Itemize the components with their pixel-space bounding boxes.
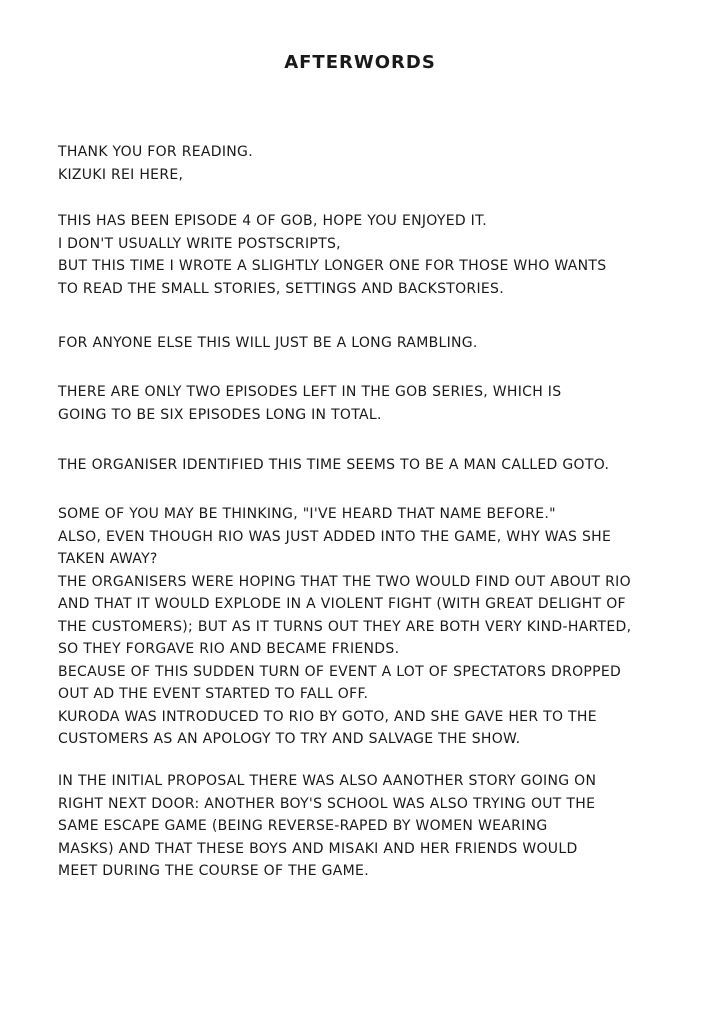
text-line: SO THEY FORGAVE RIO AND BECAME FRIENDS. <box>58 641 400 657</box>
text-line: CUSTOMERS AS AN APOLOGY TO TRY AND SALVAGE THE SHOW. <box>58 731 521 747</box>
paragraph-organiser <box>58 454 698 477</box>
text-line: THE ORGANISERS WERE HOPING THAT THE TWO WOULD FIND OUT ABOUT RIO <box>58 573 631 590</box>
paragraph-episode <box>58 210 698 300</box>
text-line: THANK YOU FOR READING. <box>58 144 253 160</box>
text-line: KURODA WAS INTRODUCED TO RIO BY GOTO, AND SHE GAVE HER TO THE <box>58 708 597 725</box>
text-line: BECAUSE OF THIS SUDDEN TURN OF EVENT A LOT OF SPECTATORS DROPPED <box>58 663 622 680</box>
paragraph-story <box>58 503 698 751</box>
text-line: THE CUSTOMERS); BUT AS IT TURNS OUT THEY ARE BOTH VERY KIND-HARTED, <box>58 618 632 635</box>
text-line: MEET DURING THE COURSE OF THE GAME. <box>58 863 369 879</box>
text-line: GOING TO BE SIX EPISODES LONG IN TOTAL. <box>58 406 382 423</box>
text-line: SAME ESCAPE GAME (BEING REVERSE-RAPED BY WOMEN WEARING <box>58 818 548 834</box>
paragraph-episodes-left <box>58 381 698 426</box>
paragraph-proposal <box>58 770 698 883</box>
paragraph-rambling <box>58 332 698 355</box>
paragraph-greeting <box>58 141 698 186</box>
text-line: I DON'T USUALLY WRITE POSTSCRIPTS, <box>58 235 341 252</box>
text-line: AND THAT IT WOULD EXPLODE IN A VIOLENT FIGHT (WITH GREAT DELIGHT OF <box>58 596 626 612</box>
text-line: MASKS) AND THAT THESE BOYS AND MISAKI AND HER FRIENDS WOULD <box>58 840 578 857</box>
text-line: RIGHT NEXT DOOR: ANOTHER BOY'S SCHOOL WAS ALSO TRYING OUT THE <box>58 795 596 812</box>
text-line: FOR ANYONE ELSE THIS WILL JUST BE A LONG RAMBLING. <box>58 335 478 351</box>
text-line: KIZUKI REI HERE, <box>58 166 184 183</box>
text-line: THERE ARE ONLY TWO EPISODES LEFT IN THE GOB SERIES, WHICH IS <box>58 384 562 400</box>
text-line: IN THE INITIAL PROPOSAL THERE WAS ALSO AANOTHER STORY GOING ON <box>58 773 597 789</box>
text-line: TO READ THE SMALL STORIES, SETTINGS AND BACKSTORIES. <box>58 280 504 297</box>
text-line: SOME OF YOU MAY BE THINKING, "I'VE HEARD THAT NAME BEFORE." <box>58 506 556 522</box>
text-line: TAKEN AWAY? <box>58 551 158 567</box>
text-line: BUT THIS TIME I WROTE A SLIGHTLY LONGER ONE FOR THOSE WHO WANTS <box>58 258 607 274</box>
text-line: THE ORGANISER IDENTIFIED THIS TIME SEEMS TO BE A MAN CALLED GOTO. <box>58 457 610 473</box>
text-line: THIS HAS BEEN EPISODE 4 OF GOB, HOPE YOU ENJOYED IT. <box>58 213 488 229</box>
text-line: ALSO, EVEN THOUGH RIO WAS JUST ADDED INTO THE GAME, WHY WAS SHE <box>58 528 612 545</box>
page-title: AFTERWORDS <box>284 52 436 73</box>
text-line: OUT AD THE EVENT STARTED TO FALL OFF. <box>58 686 369 702</box>
